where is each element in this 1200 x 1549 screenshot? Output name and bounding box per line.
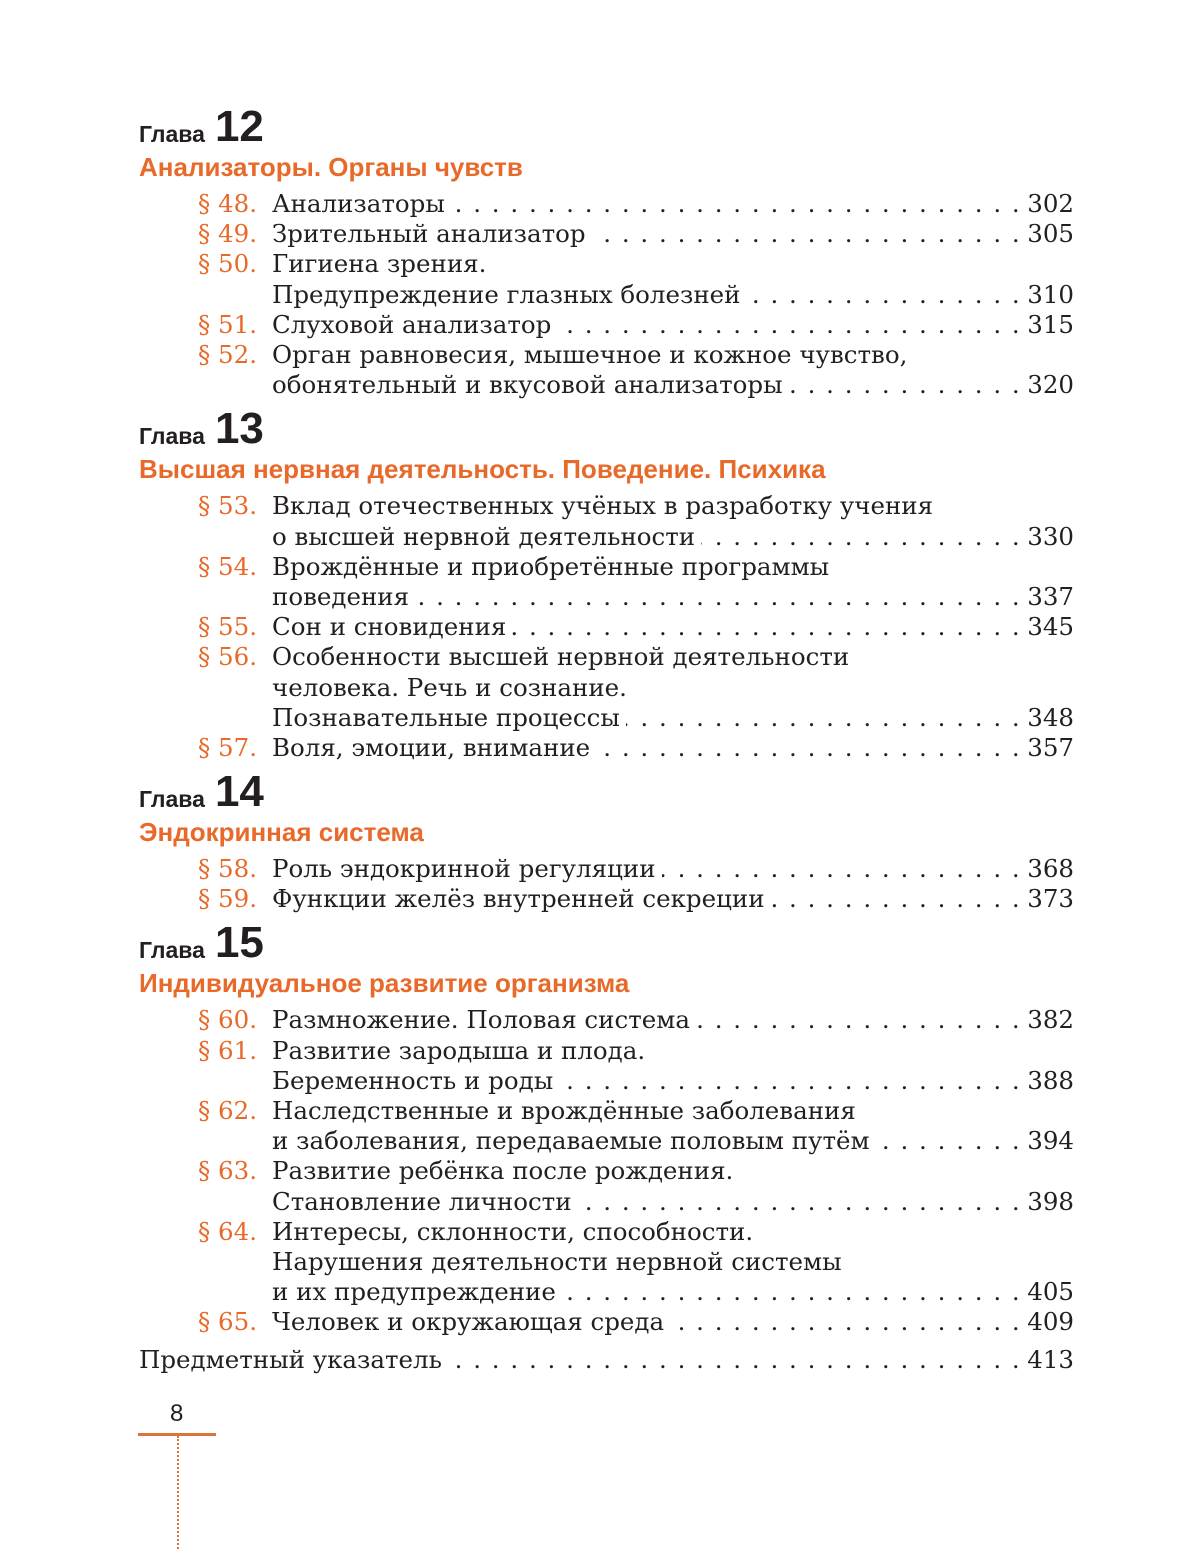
entry-lines [272,552,1074,612]
entry-title: и их предупреждение [272,1277,556,1307]
toc-entry[interactable] [139,642,1074,733]
toc-entry[interactable] [139,552,1074,612]
page-ref: 320 [1027,370,1074,400]
chapter-heading [139,918,1074,968]
page-ref: 357 [1027,732,1074,762]
page-number: 8 [170,1400,184,1427]
chapter-13 [139,404,1074,763]
entry-line [272,1126,1074,1156]
page-ref: 348 [1027,702,1074,732]
entry-line [272,219,1074,249]
section-number: § 51. [198,309,258,339]
entry-title: Гигиена зрения. [272,249,487,279]
entry-line [272,673,1074,703]
page-ref: 302 [1027,189,1074,218]
entry-line [272,491,1074,521]
entry-title: Врождённые и приобретённые программы [272,551,830,581]
section-number: § 63. [198,1156,258,1186]
chapter-label: Глава [139,786,205,813]
entry-title: Познавательные процессы [272,702,620,732]
page-ref: 405 [1027,1277,1074,1307]
toc-entry[interactable] [139,1036,1074,1096]
entry-title: и заболевания, передаваемые половым путём [272,1126,870,1156]
page-ref: 409 [1027,1307,1074,1337]
dot-leader [448,1345,1021,1375]
entry-title: Размножение. Половая система [272,1005,690,1035]
entry-lines [272,491,1074,551]
page-ref: 315 [1027,309,1074,339]
section-number: § 49. [198,219,258,249]
entry-lines [272,642,1074,733]
dot-leader [557,310,1021,340]
toc-entry[interactable] [139,884,1074,914]
entry-line [272,249,1074,279]
toc-entry[interactable] [139,612,1074,642]
entry-line [272,1066,1074,1096]
section-number: § 48. [198,189,258,218]
toc-entry[interactable] [139,491,1074,551]
entry-title: Воля, эмоции, внимание [272,732,591,762]
entry-title: Предупреждение глазных болезней [272,279,741,309]
entry-title: Предметный указатель [139,1344,442,1374]
entry-lines [272,189,1074,219]
entry-lines [272,310,1074,340]
page-ref: 388 [1027,1065,1074,1095]
section-number: § 59. [198,884,258,914]
section-number: § 56. [198,642,258,672]
entry-line [272,1156,1074,1186]
section-number: § 57. [198,732,258,762]
entry-line [272,703,1074,733]
entry-line [272,370,1074,400]
chapter-title: Индивидуальное развитие организма [139,968,630,999]
entry-title: Развитие зародыша и плода. [272,1035,646,1065]
entry-title: Нарушения деятельности нервной системы [272,1247,842,1276]
entry-title: Наследственные и врождённые заболевания [272,1096,856,1126]
chapter-label: Глава [139,423,205,450]
entry-title: Интересы, склонности, способности. [272,1216,754,1246]
toc-entry[interactable] [139,219,1074,249]
entry-line [272,310,1074,340]
entry-lines [272,219,1074,249]
page-ref: 305 [1027,219,1074,249]
section-number: § 64. [198,1216,258,1246]
entry-line [272,1096,1074,1126]
entry-lines [272,340,1074,400]
entry-lines [272,884,1074,914]
page-ref: 413 [1027,1344,1074,1374]
dot-leader [562,1277,1021,1307]
page-ref: 373 [1027,884,1074,914]
page-ref: 345 [1027,612,1074,642]
page-ref: 310 [1027,279,1074,309]
chapter-15 [139,918,1074,1337]
entry-line [272,1247,1074,1277]
entry-line [272,1005,1074,1035]
entry-line [272,1277,1074,1307]
dot-leader [876,1126,1022,1156]
entry-title: Зрительный анализатор [272,219,586,249]
entry-line [272,612,1074,642]
entry-title: Особенности высшей нервной деятельности [272,642,850,672]
toc-entry[interactable] [139,249,1074,309]
dot-leader [592,219,1022,249]
entry-line [272,1036,1074,1066]
section-number: § 62. [198,1096,258,1126]
toc-entry[interactable] [139,1307,1074,1337]
dot-leader [596,733,1021,763]
entry-line [272,854,1074,884]
entry-lines [272,1217,1074,1308]
section-number: § 61. [198,1035,258,1065]
table-of-contents [139,102,1074,1375]
page-ref: 368 [1027,854,1074,884]
entry-lines [272,854,1074,884]
dot-leader [771,884,1022,914]
entry-line [272,280,1074,310]
dot-leader [701,522,1021,552]
toc-entry[interactable] [139,310,1074,340]
dot-leader [578,1187,1022,1217]
entry-title: поведения [272,581,410,611]
section-number: § 54. [198,551,258,581]
dot-leader [789,370,1022,400]
chapter-number: 13 [214,404,264,454]
section-number: § 65. [198,1307,258,1337]
chapter-title: Анализаторы. Органы чувств [139,152,523,182]
section-number: § 55. [198,612,258,642]
chapter-number: 12 [214,102,264,151]
entry-title: Вклад отечественных учёных в разработку учения [272,491,934,521]
entry-line [272,1217,1074,1247]
section-number: § 52. [198,339,258,369]
page-ref: 398 [1027,1186,1074,1216]
chapter-number: 15 [214,918,264,968]
toc-entry[interactable] [139,1156,1074,1216]
entry-title: Орган равновесия, мышечное и кожное чувство, [272,339,908,369]
entry-lines [272,249,1074,309]
entry-title: Анализаторы [272,189,445,218]
entry-title: о высшей нервной деятельности [272,521,696,551]
entry-title: Человек и окружающая среда [272,1307,665,1337]
entry-lines [272,733,1074,763]
chapter-heading [139,102,1074,151]
section-number: § 60. [198,1005,258,1035]
entry-lines [272,1036,1074,1096]
chapter-heading [139,767,1074,817]
margin-dotted-line [177,1436,179,1549]
toc-entry-index[interactable] [139,1345,1074,1375]
dot-leader [662,854,1022,884]
entry-line [272,884,1074,914]
chapter-label: Глава [139,121,205,147]
chapter-number: 14 [214,767,264,817]
dot-leader [696,1005,1021,1035]
dot-leader [626,703,1021,733]
dot-leader [559,1066,1021,1096]
page-ref: 394 [1027,1126,1074,1156]
entry-line [139,1345,1074,1375]
chapter-label: Глава [139,937,205,964]
entry-title: Слуховой анализатор [272,309,552,339]
chapter-heading [139,404,1074,454]
page-ref: 382 [1027,1005,1074,1035]
entry-line [272,733,1074,763]
entry-line [272,582,1074,612]
toc-entry[interactable] [139,854,1074,884]
chapter-12 [139,102,1074,400]
dot-leader [747,280,1022,310]
entry-title: обонятельный и вкусовой анализаторы [272,370,783,400]
entry-line [272,1307,1074,1337]
entry-line [272,340,1074,370]
page-ref: 330 [1027,521,1074,551]
dot-leader [451,189,1021,219]
entry-line [272,522,1074,552]
dot-leader [670,1307,1021,1337]
toc-entry[interactable] [139,340,1074,400]
entry-title: Развитие ребёнка после рождения. [272,1156,734,1186]
chapter-title: Высшая нервная деятельность. Поведение. Психика [139,454,826,485]
entry-line [272,642,1074,672]
entry-lines [272,1005,1074,1035]
entry-lines [272,612,1074,642]
entry-line [272,189,1074,219]
toc-entry[interactable] [139,189,1074,219]
entry-lines [272,1156,1074,1216]
toc-entry[interactable] [139,1096,1074,1156]
entry-title: Сон и сновидения [272,612,507,642]
chapter-title: Эндокринная система [139,817,424,848]
toc-entry[interactable] [139,1217,1074,1308]
page-ref: 337 [1027,581,1074,611]
entry-title: Функции желёз внутренней секреции [272,884,765,914]
toc-entry[interactable] [139,733,1074,763]
entry-line [272,1187,1074,1217]
entry-line [272,552,1074,582]
entry-title: человека. Речь и сознание. [272,672,627,702]
dot-leader [415,582,1021,612]
entry-title: Беременность и роды [272,1065,554,1095]
section-number: § 50. [198,249,258,279]
entry-lines [272,1307,1074,1337]
section-number: § 58. [198,854,258,884]
section-number: § 53. [198,491,258,521]
entry-title: Становление личности [272,1186,572,1216]
entry-title: Роль эндокринной регуляции [272,854,656,884]
chapter-14 [139,767,1074,914]
dot-leader [512,612,1021,642]
entry-lines [272,1096,1074,1156]
toc-entry[interactable] [139,1005,1074,1035]
